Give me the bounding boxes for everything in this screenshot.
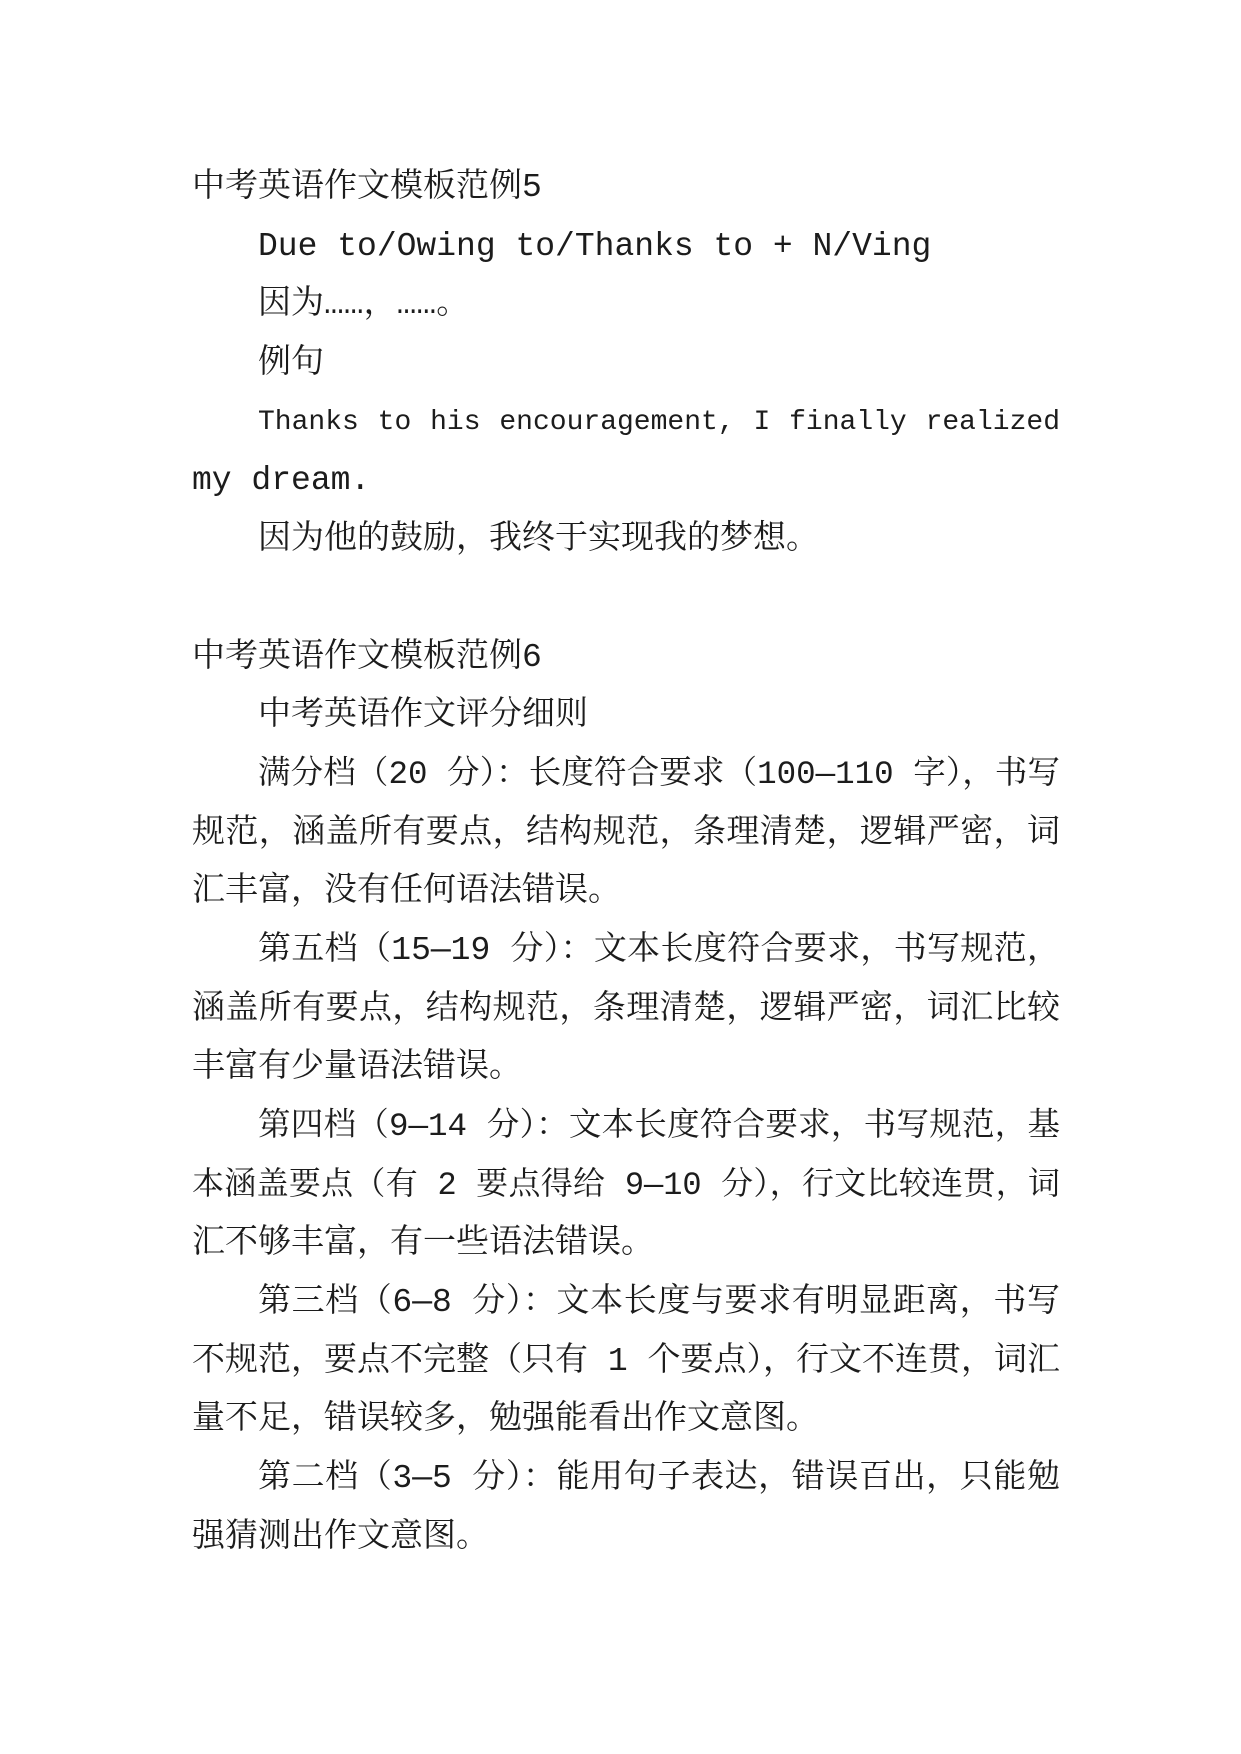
- section-subheading: 中考英语作文评分细则: [258, 697, 588, 735]
- section-heading: 中考英语作文模板范例6: [192, 638, 542, 676]
- grade-line: 量不足，错误较多，勉强能看出作文意图。: [192, 1401, 819, 1439]
- grade-line: 第五档（15—19 分）：文本长度符合要求，书写规范，: [258, 931, 1060, 969]
- grade-line: 规范，涵盖所有要点，结构规范，条理清楚，逻辑严密，词: [192, 814, 1060, 852]
- document-body: [192, 159, 1060, 1568]
- blank-line: [192, 570, 1060, 629]
- pattern-line: Due to/Owing to/Thanks to + N/Ving: [258, 227, 932, 265]
- grade-line: 第三档（6—8 分）：文本长度与要求有明显距离，书写: [258, 1284, 1060, 1322]
- grade-line: 强猜测出作文意图。: [192, 1518, 489, 1556]
- grade-2: [192, 1450, 1060, 1567]
- grade-3: [192, 1274, 1060, 1450]
- grade-line: 不规范，要点不完整（只有 1 个要点），行文不连贯，词汇: [192, 1342, 1060, 1380]
- example-label: 例句: [258, 345, 324, 383]
- grade-full-marks: [192, 746, 1060, 922]
- grade-4: [192, 1098, 1060, 1274]
- example-sentence-zh: 因为他的鼓励，我终于实现我的梦想。: [258, 521, 819, 559]
- example-sentence-en: [192, 394, 1060, 511]
- grade-line: 汇丰富，没有任何语法错误。: [192, 873, 621, 911]
- grade-line: 涵盖所有要点，结构规范，条理清楚，逻辑严密，词汇比较: [192, 990, 1060, 1028]
- pattern-meaning: 因为……，……。: [258, 286, 470, 324]
- section-heading: 中考英语作文模板范例5: [192, 169, 542, 206]
- grade-line: 汇不够丰富，有一些语法错误。: [192, 1225, 654, 1263]
- example-sentence-en-line: my dream.: [192, 462, 371, 500]
- grade-line: 第四档（9—14 分）：文本长度符合要求，书写规范，基: [258, 1108, 1060, 1145]
- example-sentence-en-line: Thanks to his encouragement, I finally realized: [258, 406, 1060, 438]
- grade-line: 丰富有少量语法错误。: [192, 1049, 522, 1087]
- grade-line: 满分档（20 分）：长度符合要求（100—110 字），书写: [258, 755, 1060, 793]
- grade-5: [192, 922, 1060, 1098]
- grade-line: 本涵盖要点（有 2 要点得给 9—10 分），行文比较连贯，词: [192, 1166, 1060, 1204]
- grade-line: 第二档（3—5 分）：能用句子表达，错误百出，只能勉: [258, 1460, 1060, 1498]
